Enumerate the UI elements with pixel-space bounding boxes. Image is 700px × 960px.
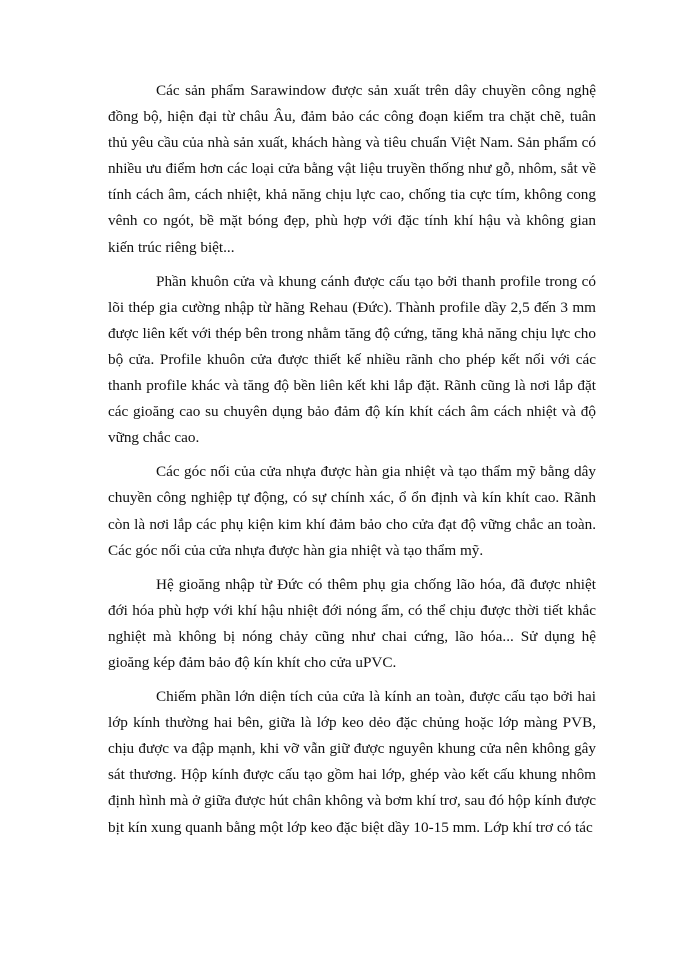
paragraph-5: Chiếm phần lớn diện tích của cửa là kính an toàn, được cấu tạo bởi hai lớp kính thường hai bên, giữa là lớp keo dẻo đặc chủng hoặc lớp màng PVB, chịu được va đập mạnh, khi vỡ vẫn giữ được nguyên khung cửa nên không gây sát thương. Hộp kính được cấu tạo gồm hai lớp, ghép vào kết cấu khung nhôm định hình mà ở giữa được hút chân không và bơm khí trơ, sau đó hộp kính được bịt kín xung quanh bằng một lớp keo đặc biệt dầy 10-15 mm. Lớp khí trơ có tác: [108, 688, 596, 836]
paragraph-2: Phần khuôn cửa và khung cánh được cấu tạo bởi thanh profile trong có lõi thép gia cường nhập từ hãng Rehau (Đức). Thành profile dầy 2,5 đến 3 mm được liên kết với thép bên trong nhằm tăng độ cứng, tăng khả năng chịu lực cho bộ cửa. Profile khuôn cửa được thiết kế nhiều rãnh cho phép kết nối với các thanh profile khác và tăng độ bền liên kết khi lắp đặt. Rãnh cũng là nơi lắp đặt các gioăng cao su chuyên dụng bảo đảm độ kín khít cách âm cách nhiệt và độ vững chắc cao.: [108, 272, 596, 447]
paragraph-4: Hệ gioăng nhập từ Đức có thêm phụ gia chống lão hóa, đã được nhiệt đới hóa phù hợp với khí hậu nhiệt đới nóng ẩm, có thể chịu được thời tiết khắc nghiệt mà không bị nóng chảy cũng như chai cứng, lão hóa... Sử dụng hệ gioăng kép đảm bảo độ kín khít cho cửa uPVC.: [108, 575, 596, 671]
paragraph-3: Các góc nối của cửa nhựa được hàn gia nhiệt và tạo thẩm mỹ bằng dây chuyền công nghiệp tự động, có sự chính xác, ổ ổn định và kín khít cao. Rãnh còn là nơi lắp các phụ kiện kim khí đảm bảo cho cửa đạt độ vững chắc an toàn. Các góc nối của cửa nhựa được hàn gia nhiệt và tạo thẩm mỹ.: [108, 463, 596, 559]
paragraph-1: Các sản phẩm Sarawindow được sản xuất trên dây chuyền công nghệ đồng bộ, hiện đại từ châu Âu, đảm bảo các công đoạn kiểm tra chặt chẽ, tuân thủ yêu cầu của nhà sản xuất, khách hàng và tiêu chuẩn Việt Nam. Sản phẩm có nhiều ưu điểm hơn các loại cửa bằng vật liệu truyền thống như gỗ, nhôm, sắt về tính cách âm, cách nhiệt, khả năng chịu lực cao, chống tia cực tím, không cong vênh co ngót, bề mặt bóng đẹp, phù hợp với đặc tính khí hậu và không gian kiến trúc riêng biệt...: [108, 82, 596, 256]
document-body: [108, 78, 596, 849]
